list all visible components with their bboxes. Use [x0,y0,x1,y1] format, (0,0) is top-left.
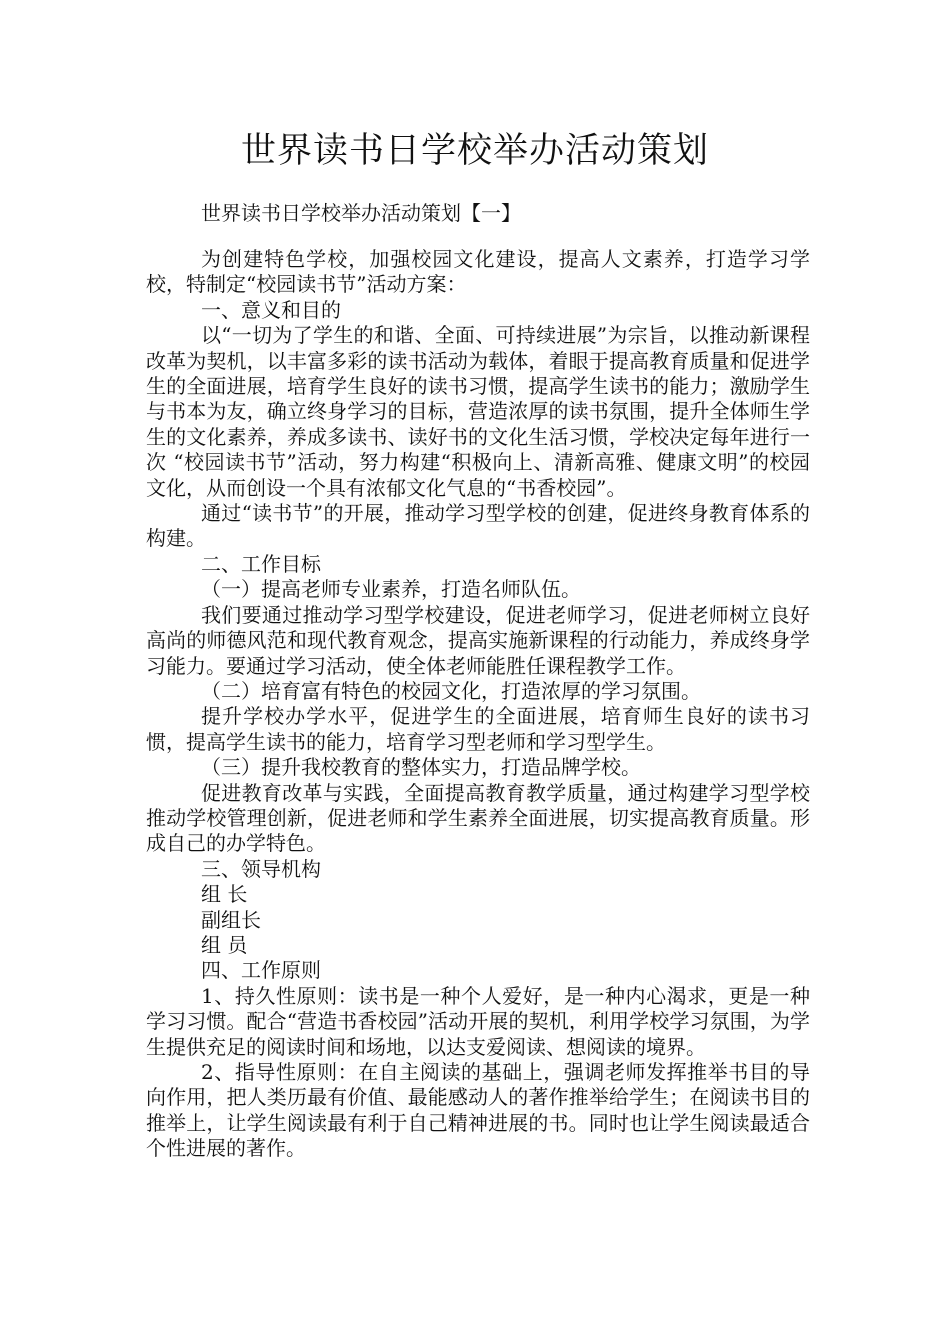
section-heading-2: 二、工作目标 [201,551,321,576]
role-deputy-leader: 副组长 [201,907,261,932]
paragraph-goal-2: 提升学校办学水平，促进学生的全面进展，培育师生良好的读书习惯，提高学生读书的能力，培育学习型老师和学习型学生。 [146,704,810,754]
role-leader: 组 长 [201,882,248,907]
subheading-goal-3: （三）提升我校教育的整体实力，打造品牌学校。 [201,755,641,780]
paragraph-intro: 为创建特色学校，加强校园文化建设，提高人文素养，打造学习学校，特制定“校园读书节”活动方案： [146,247,810,297]
document-subtitle: 世界读书日学校举办活动策划【一】 [201,201,521,225]
paragraph-principle-2: 2、指导性原则：在自主阅读的基础上，强调老师发挥推举书目的导向作用，把人类历最有价值、最能感动人的著作推举给学生；在阅读书目的推举上，让学生阅读最有利于自己精神进展的书。同时也让学生阅读最适合个性进展的著作。 [146,1060,810,1161]
section-heading-4: 四、工作原则 [201,958,321,983]
paragraph-goal-3: 促进教育改革与实践，全面提高教育教学质量，通过构建学习型学校推动学校管理创新，促进老师和学生素养全面进展，切实提高教育质量。形成自己的办学特色。 [146,780,810,856]
paragraph-purpose-2: 通过“读书节”的开展，推动学习型学校的创建，促进终身教育体系的构建。 [146,501,810,551]
section-heading-3: 三、领导机构 [201,856,321,881]
document-body [146,247,810,1162]
section-heading-1: 一、意义和目的 [201,297,341,322]
paragraph-principle-1: 1、持久性原则：读书是一种个人爱好，是一种内心渴求，更是一种学习习惯。配合“营造书香校园”活动开展的契机，利用学校学习氛围，为学生提供充足的阅读时间和场地，以达支爱阅读、想阅读的境界。 [146,983,810,1059]
role-member: 组 员 [201,932,248,957]
subheading-goal-1: （一）提高老师专业素养，打造名师队伍。 [201,577,581,602]
document-title: 世界读书日学校举办活动策划 [240,131,709,171]
subheading-goal-2: （二）培育富有特色的校园文化，打造浓厚的学习氛围。 [201,678,701,703]
paragraph-purpose: 以“一切为了学生的和谐、全面、可持续进展”为宗旨，以推动新课程改革为契机，以丰富多彩的读书活动为载体，着眼于提高教育质量和促进学生的全面进展，培育学生良好的读书习惯，提高学生读书的能力；激励学生与书本为友，确立终身学习的目标，营造浓厚的读书氛围，提升全体师生学生的文化素养，养成多读书、读好书的文化生活习惯，学校决定每年进行一次 “校园读书节”活动，努力构建“积极向上、清新高雅、健康文明”的校园文化，从而创设一个具有浓郁文化气息的“书香校园”。 [146,323,810,500]
paragraph-goal-1: 我们要通过推动学习型学校建设，促进老师学习，促进老师树立良好高尚的师德风范和现代教育观念，提高实施新课程的行动能力，养成终身学习能力。要通过学习活动，使全体老师能胜任课程教学工作。 [146,602,810,678]
